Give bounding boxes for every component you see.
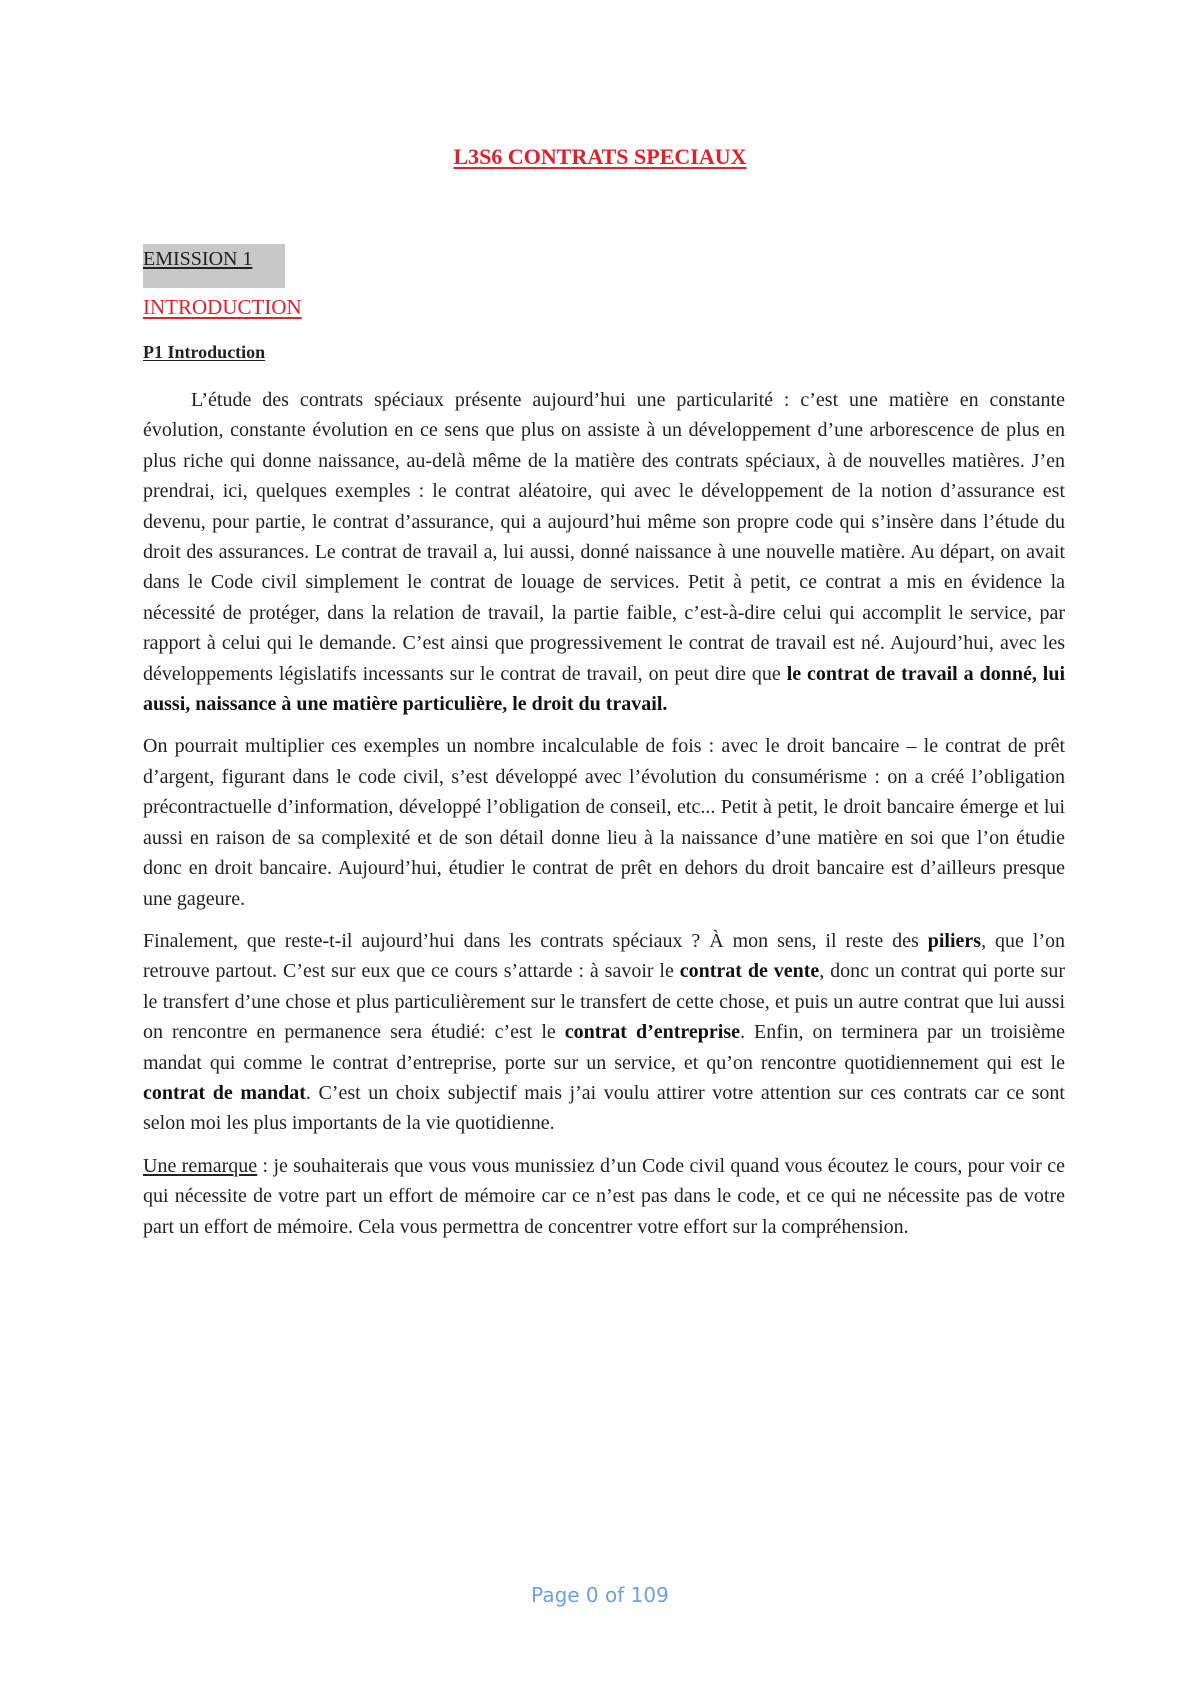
paragraph-3-bold-mandat: contrat de mandat <box>143 1081 306 1104</box>
paragraph-3-text-e: , donc un contrat qui porte sur le transfert d’une chose et plus particulièrement sur le transfert de cette chose, et puis un autre contrat que lui aussi on rencontre en permanence sera étudié: c’est le <box>143 960 1066 1044</box>
page-number-footer: Page 0 of 109 <box>531 1583 669 1607</box>
paragraph-3-bold-piliers: piliers <box>927 929 982 952</box>
paragraph-3 <box>143 926 1065 1139</box>
emission-label: EMISSION 1 <box>143 248 253 270</box>
paragraph-1 <box>143 385 1065 719</box>
paragraph-4-text: : je souhaiterais que vous vous munissiez d’un Code civil quand vous écoutez le cours, pour voir ce qui nécessite de votre part un effort de mémoire car ce n’est pas dans le code, et ce qui ne nécessite pas de votre part un effort de mémoire. Cela vous permettra de concentrer votre effort sur la compréhension. <box>143 1154 1066 1238</box>
paragraph-3-text-g: . Enfin, on terminera par un troisième mandat qui comme le contrat d’entreprise, porte sur un service, et qu’on rencontre quotidiennement qui est le <box>143 1021 1066 1074</box>
paragraph-3-text-a: Finalement, que reste-t-il aujourd’hui dans les contrats spéciaux ? À mon sens, il reste des <box>143 929 928 952</box>
paragraph-2 <box>143 731 1065 913</box>
paragraph-4 <box>143 1151 1065 1242</box>
document-title <box>0 144 1200 170</box>
body-text <box>143 385 1065 1254</box>
paragraph-3-bold-entreprise: contrat d’entreprise <box>564 1021 741 1044</box>
paragraph-2-text: On pourrait multiplier ces exemples un nombre incalculable de fois : avec le droit bancaire – le contrat de prêt d’argent, figurant dans le code civil, s’est développé avec l’évolution du consumérisme : on a créé l’obligation précontractuelle d’information, développé l’obligation de conseil, etc... Petit à petit, le droit bancaire émerge et lui aussi en raison de sa complexité et de son détail donne lieu à la naissance d’une matière en soi que l’on étudie donc en droit bancaire. Aujourd’hui, étudier le contrat de prêt en dehors du droit bancaire est d’ailleurs presque une gageure. <box>143 735 1065 910</box>
remark-label: Une remarque <box>143 1154 258 1177</box>
paragraph-3-text-i: . C’est un choix subjectif mais j’ai voulu attirer votre attention sur ces contrats car ce sont selon moi les plus importants de la vie quotidienne. <box>143 1081 1065 1135</box>
subheading: P1 Introduction <box>143 342 266 362</box>
document-title-text: L3S6 CONTRATS SPECIAUX <box>453 144 747 169</box>
paragraph-3-text-c: , que l’on retrouve partout. C’est sur eux que ce cours s’attarde : à savoir le <box>143 929 1065 983</box>
paragraph-1-bold: le contrat de travail a donné, lui aussi, naissance à une matière particulière, le droit du travail. <box>143 662 1065 716</box>
section-heading: INTRODUCTION <box>143 295 302 319</box>
paragraph-3-bold-vente: contrat de vente <box>679 960 820 983</box>
paragraph-1-text: L’étude des contrats spéciaux présente aujourd’hui une particularité : c’est une matière en constante évolution, constante évolution en ce sens que plus on assiste à un développement d’une arborescence de plus en plus riche qui donne naissance, au-delà même de la matière des contrats spéciaux, à de nouvelles matières. J’en prendrai, ici, quelques exemples : le contrat aléatoire, qui avec le développement de la notion d’assurance est devenu, pour partie, le contrat d’assurance, qui a aujourd’hui même son propre code qui s’insère dans l’étude du droit des assurances. Le contrat de travail a, lui aussi, donné naissance à une nouvelle matière. Au départ, on avait dans le Code civil simplement le contrat de louage de services. Petit à petit, ce contrat a mis en évidence la nécessité de protéger, dans la relation de travail, la partie faible, c’est-à-dire celui qui accomplit le service, par rapport à celui qui le demande. C’est ainsi que progressivement le contrat de travail est né. Aujourd’hui, avec les développements législatifs incessants sur le contrat de travail, on peut dire que <box>143 389 1065 685</box>
emission-highlight <box>143 244 285 288</box>
